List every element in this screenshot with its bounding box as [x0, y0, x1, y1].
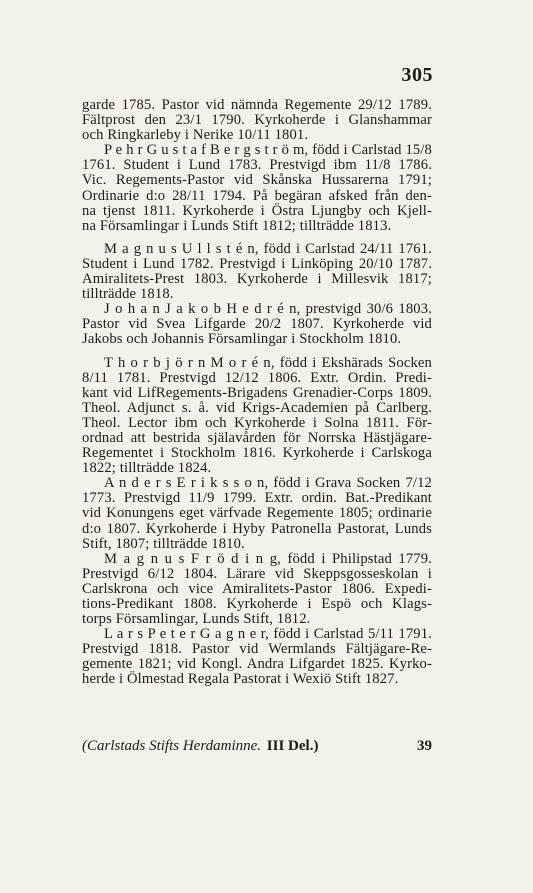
text-line: Ordinarie d:o 28/11 1794. På begäran afsked från den-: [82, 187, 432, 204]
text-line: d:o 1807. Kyrkoherde i Hyby Patronella Pastorat, Lunds: [82, 520, 432, 537]
text-line: Pastor vid Svea Lifgarde 20/2 1807. Kyrkoherde vid: [82, 316, 432, 333]
footer-signature: [82, 738, 318, 755]
text-line: 1822; tillträdde 1824.: [82, 460, 212, 477]
text-line: tions-Predikant 1808. Kyrkoherde i Espö och Klags-: [82, 596, 432, 612]
text-line: torps Församlingar, Lunds Stift, 1812.: [82, 611, 311, 628]
page-footer: [82, 738, 432, 755]
text-line: garde 1785. Pastor vid nämnda Regemente 29/12 1789.: [82, 97, 432, 113]
text-line: M a g n u s U l l s t é n, född i Carlstad 24/11 1761.: [104, 240, 432, 257]
footer-sheet-number: 39: [417, 738, 432, 754]
text-line: Fältprost den 23/1 1790. Kyrkoherde i Glanshammar: [82, 112, 432, 129]
text-line: ordnad att bestrida själavården för Norrska Hästjägare-: [82, 429, 432, 446]
text-line: A n d e r s E r i k s s o n, född i Grava Socken 7/12: [104, 475, 432, 492]
text-line: P e h r G u s t a f B e r g s t r ö m, född i Carlstad 15/8: [104, 142, 432, 159]
text-line: Theol. Lector ibm och Kyrkoherde i Solna 1811. För-: [82, 414, 432, 431]
text-line: J o h a n J a k o b H e d r é n, prestvigd 30/6 1803.: [104, 301, 432, 318]
text-line: Theol. Adjunct s. å. vid Krigs-Academien på Carlberg.: [82, 399, 432, 416]
text-line: Prestvigd 6/12 1804. Lärare vid Skeppsgosseskolan i: [82, 565, 432, 582]
text-line: M a g n u s F r ö d i n g, född i Philipstad 1779.: [104, 550, 432, 567]
text-line: tillträdde 1818.: [82, 286, 174, 303]
text-line: vid Konungens eget värfvade Regemente 1805; ordinarie: [82, 505, 432, 522]
text-line: Stift, 1807; tillträdde 1810.: [82, 535, 245, 552]
text-line: Regementet i Stockholm 1816. Kyrkoherde i Carlskoga: [82, 445, 432, 462]
text-line: Jakobs och Johannis Församlingar i Stockholm 1810.: [82, 331, 402, 348]
text-line: T h o r b j ö r n M o r é n, född i Ekshärads Socken: [104, 354, 432, 371]
text-line: herde i Ölmestad Regala Pastorat i Wexiö Stift 1827.: [82, 671, 399, 688]
text-line: 8/11 1781. Prestvigd 12/12 1806. Extr. Ordin. Predi-: [82, 369, 432, 386]
text-line: gemente 1821; vid Kongl. Andra Lifgardet 1825. Kyrko-: [82, 656, 432, 673]
text-line: L a r s P e t e r G a g n e r, född i Carlstad 5/11 1791.: [104, 626, 432, 643]
text-line: Prestvigd 1818. Pastor vid Wermlands Fältjägare-Re-: [82, 641, 432, 658]
text-line: na Församlingar i Lunds Stift 1812; tillträdde 1813.: [82, 217, 392, 234]
text-line: kant vid LifRegements-Brigadens Grenadier-Corps 1809.: [82, 384, 432, 401]
text-line: Vic. Regements-Pastor vid Skånska Hussarerna 1791;: [82, 172, 432, 189]
text-line: na tjenst 1811. Kyrkoherde i Östra Ljungby och Kjell-: [82, 202, 432, 219]
text-line: 1773. Prestvigd 11/9 1799. Extr. ordin. Bat.-Predikant: [82, 490, 432, 507]
text-line: Student i Lund 1782. Prestvigd i Linköping 20/10 1787.: [82, 255, 432, 272]
page-number: 305: [401, 64, 433, 86]
text-line: Carlskrona och vice Amiralitets-Pastor 1806. Expedi-: [82, 580, 432, 597]
body-text: [82, 98, 432, 688]
text-line: 1761. Student i Lund 1783. Prestvigd ibm 11/8 1786.: [82, 157, 432, 174]
footer-title: (Carlstads Stifts Herdaminne.: [82, 738, 262, 754]
text-line: och Ringkarleby i Nerike 10/11 1801.: [82, 127, 309, 144]
text-line: Amiralitets-Prest 1803. Kyrkoherde i Millesvik 1817;: [82, 271, 432, 288]
footer-volume: III Del.): [266, 738, 319, 754]
